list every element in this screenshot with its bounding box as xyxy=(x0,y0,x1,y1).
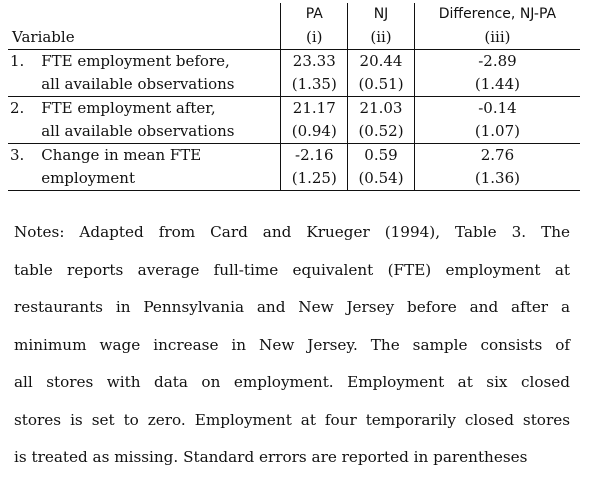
header-pa-sub: (i) xyxy=(281,26,348,50)
row-label: FTE employment after, xyxy=(41,99,216,117)
cell-nj: 20.44 xyxy=(348,50,415,74)
cell-pa: 23.33 xyxy=(281,50,348,74)
cell-difference-se: (1.07) xyxy=(414,120,580,144)
results-table-container xyxy=(8,3,580,194)
cell-pa-se: (1.35) xyxy=(281,73,348,97)
cell-pa-se: (0.94) xyxy=(281,120,348,144)
header-row-names xyxy=(8,3,580,26)
notes-line: stores is set to zero. Employment at four temporarily closed stores xyxy=(14,410,570,429)
header-row-subs xyxy=(8,26,580,50)
cell-nj-se: (0.51) xyxy=(348,73,415,97)
cell-pa: -2.16 xyxy=(281,144,348,168)
header-variable: Variable xyxy=(8,26,281,50)
table-row xyxy=(8,144,580,168)
results-table xyxy=(8,3,580,194)
cell-difference: -2.89 xyxy=(414,50,580,74)
cell-nj-se: (0.54) xyxy=(348,167,415,191)
notes-line: restaurants in Pennsylvania and New Jersey before and after a xyxy=(14,298,570,316)
cell-difference-se: (1.44) xyxy=(414,73,580,97)
cell-nj-se: (0.52) xyxy=(348,120,415,144)
header-nj: NJ xyxy=(348,3,415,26)
table-bottom-rule xyxy=(8,191,580,195)
notes-line: all stores with data on employment. Employment at six closed xyxy=(14,373,570,391)
notes-line: table reports average full-time equivalent (FTE) employment at xyxy=(14,260,570,279)
table-row-se xyxy=(8,120,580,144)
cell-pa: 21.17 xyxy=(281,97,348,121)
cell-nj: 0.59 xyxy=(348,144,415,168)
header-difference: Difference, NJ-PA xyxy=(414,3,580,26)
table-row xyxy=(8,97,580,121)
cell-pa-se: (1.25) xyxy=(281,167,348,191)
notes-line: Notes: Adapted from Card and Krueger (1994), Table 3. The xyxy=(14,223,570,241)
table-row-se xyxy=(8,167,580,191)
cell-difference: 2.76 xyxy=(414,144,580,168)
row-label-cont: all available observations xyxy=(37,120,281,144)
row-label-cont: employment xyxy=(37,167,281,191)
notes-line: is treated as missing. Standard errors are reported in parentheses xyxy=(14,448,528,466)
row-label: Change in mean FTE xyxy=(41,146,202,164)
row-label-cont: all available observations xyxy=(37,73,281,97)
header-difference-sub: (iii) xyxy=(414,26,580,50)
cell-difference-se: (1.36) xyxy=(414,167,580,191)
row-number: 1. xyxy=(10,52,25,70)
row-number: 3. xyxy=(10,146,25,164)
row-label: FTE employment before, xyxy=(41,52,230,70)
header-pa: PA xyxy=(281,3,348,26)
table-row-se xyxy=(8,73,580,97)
cell-difference: -0.14 xyxy=(414,97,580,121)
header-nj-sub: (ii) xyxy=(348,26,415,50)
table-notes xyxy=(14,214,570,477)
table-row xyxy=(8,50,580,74)
notes-line: minimum wage increase in New Jersey. The sample consists of xyxy=(14,335,570,354)
row-number: 2. xyxy=(10,99,25,117)
cell-nj: 21.03 xyxy=(348,97,415,121)
